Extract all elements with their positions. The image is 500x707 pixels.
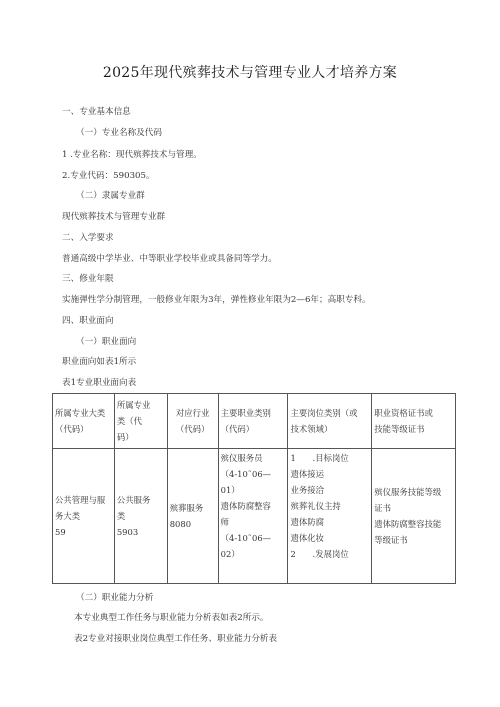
paragraph-career-orientation: 职业面向如表1所示 (62, 357, 137, 367)
header-major-class: 所属专业 类（代 码） (114, 394, 167, 449)
header-major-category: 所属专业大类 （代码） (53, 394, 115, 449)
subsection-heading-major-group: （二）隶属专业群 (76, 191, 145, 201)
cell-industry: 殡葬服务 8080 (167, 449, 218, 584)
paragraph-study-length: 实施弹性学分制管理，一般修业年限为3年，弹性修业年限为2—6年；高职专科。 (62, 295, 371, 305)
paragraph-ability-analysis: 本专业典型工作任务与职业能力分析表如表2所示。 (74, 613, 269, 623)
page-title: 2025年现代殡葬技术与管理专业人才培养方案 (102, 65, 398, 81)
table2-caption: 表2专业对接职业岗位典型工作任务、职业能力分析表 (74, 634, 278, 644)
subsection-heading-name-code: （一）专业名称及代码 (76, 128, 162, 138)
paragraph-major-group: 现代殡葬技术与管理专业群 (62, 212, 166, 222)
subsection-heading-career-orientation: （一）职业面向 (76, 337, 137, 347)
paragraph-major-code: 2.专业代码：590305。 (62, 171, 155, 181)
table-row (53, 449, 456, 584)
header-certificate: 职业资格证书或 技能等级证书 (372, 394, 456, 449)
cell-occupation-category: 殡仪服务员 （4-10˜06— 01） 遗体防腐整容 师 （4-10˜06— 02） (218, 449, 288, 584)
cell-major-category: 公共管理与服 务大类 59 (53, 449, 115, 584)
table-caption: 表1专业职业面向表 (62, 378, 137, 388)
career-orientation-table (52, 393, 456, 584)
header-industry: 对应行业 （代码） (167, 394, 218, 449)
paragraph-major-name: 1 .专业名称：现代殡葬技术与管理。 (62, 150, 202, 160)
header-occupation-category: 主要职业类别 （代码） (218, 394, 288, 449)
header-position-category: 主要岗位类别（或 技术领域） (288, 394, 372, 449)
cell-certificate: 殡仪服务技能等级 证书 遗体防腐整容技能 等级证书 (372, 449, 456, 584)
section-heading-basic-info: 一、专业基本信息 (62, 107, 131, 117)
section-heading-admission: 二、入学要求 (62, 233, 114, 243)
cell-major-class: 公共服务 类 5903 (114, 449, 167, 584)
table-header-row (53, 394, 456, 449)
section-heading-career-orientation: 四、职业面向 (62, 316, 114, 326)
cell-position-category: 1 .目标岗位 遗体接运 业务接洽 殡葬礼仪主持 遗体防腐 遗体化妆 2 .发展岗位 (288, 449, 372, 584)
paragraph-admission: 普通高级中学毕业、中等职业学校毕业或具备同等学力。 (62, 254, 277, 264)
subsection-heading-ability-analysis: （二）职业能力分析 (76, 593, 154, 603)
section-heading-study-length: 三、修业年限 (62, 274, 114, 284)
